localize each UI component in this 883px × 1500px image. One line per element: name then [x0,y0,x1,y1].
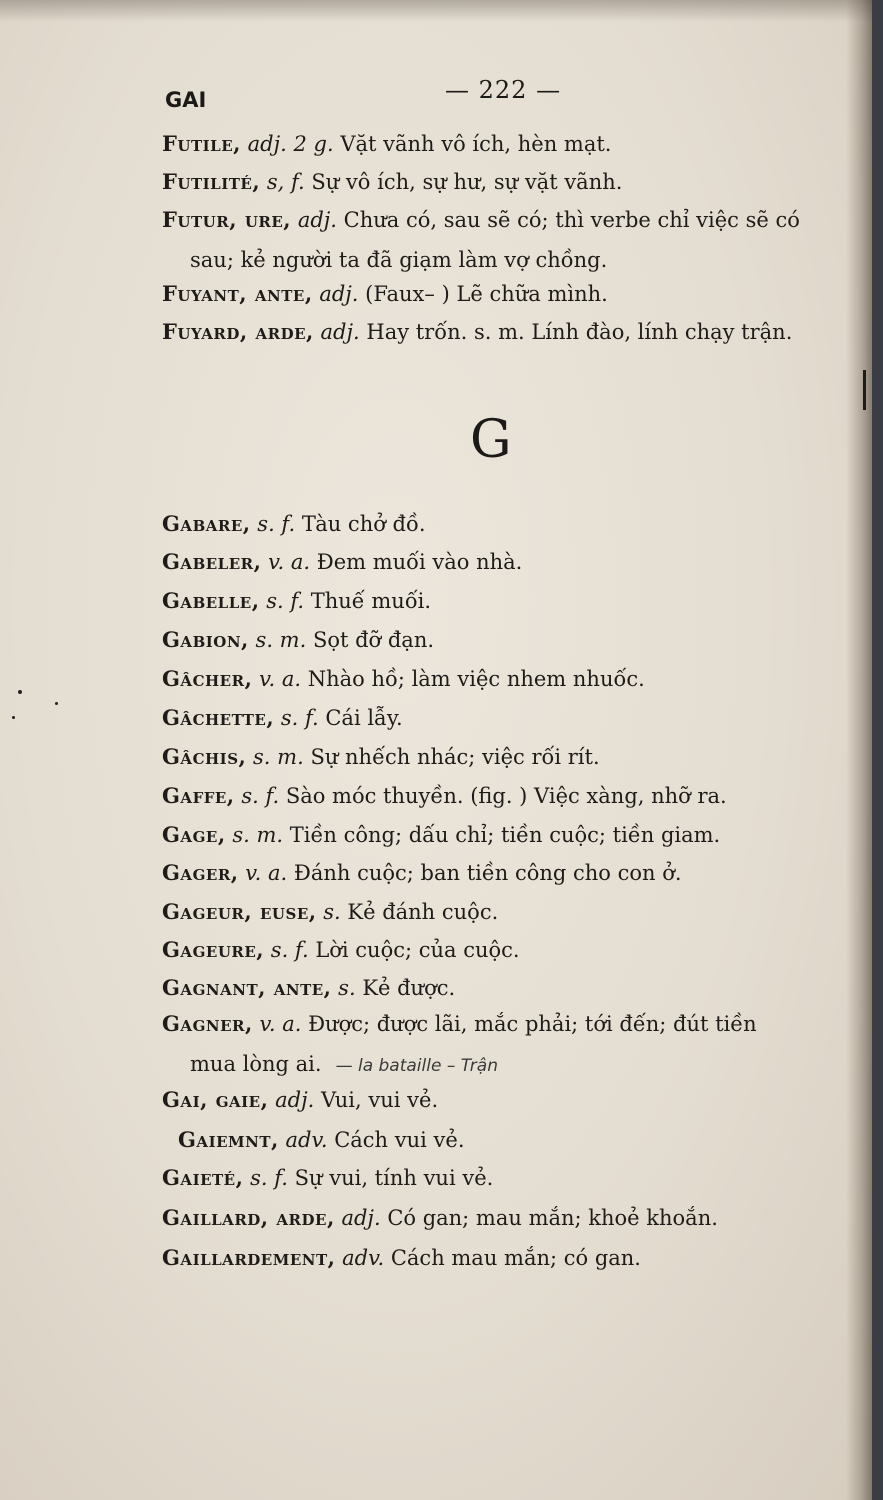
definition: Kẻ đánh cuộc. [347,900,499,924]
headword: Gabelle, [162,588,260,613]
definition: Được; được lãi, mắc phải; tới đến; đút tiền [308,1012,757,1036]
definition: Vui, vui vẻ. [320,1088,439,1112]
definition: Thuế muối. [310,589,432,613]
definition: Cách mau mắn; có gan. [390,1246,641,1270]
definition: Nhào hồ; làm việc nhem nhuốc. [307,667,645,691]
definition: Sự nhếch nhác; việc rối rít. [310,745,600,769]
dictionary-entry [162,274,842,314]
headword: Gageur, euse, [162,899,317,924]
headword: Gaillardement, [162,1245,336,1270]
dictionary-entry [162,737,842,777]
grammar: s. [323,900,341,924]
headword: Gaieté, [162,1165,244,1190]
headword: Gage, [162,822,226,847]
dictionary-entry [162,312,842,352]
headword: Gager, [162,860,239,885]
grammar: adv. [285,1128,328,1152]
ink-speck [18,690,22,694]
definition-continued-text: mua lòng ai. [190,1052,322,1076]
definition: Hay trốn. s. m. Lính đào, lính chạy trận. [366,320,793,344]
headword: Gagnant, ante, [162,975,332,1000]
definition-continued: sau; kẻ người ta đã giạm làm vợ chồng. [190,248,608,272]
page-shadow-top [0,0,872,22]
dictionary-entry [162,581,842,621]
dictionary-entry [162,815,842,855]
definition: Lời cuộc; của cuộc. [315,938,520,962]
headword: Futur, ure, [162,207,292,232]
headword: Gaiemnt, [178,1127,279,1152]
grammar: s. m. [232,823,284,847]
grammar: adv. [342,1246,385,1270]
grammar: adj. [341,1206,381,1230]
grammar: adj. [275,1088,315,1112]
definition: Sự vui, tính vui vẻ. [294,1166,494,1190]
grammar: v. a. [245,861,288,885]
grammar: v. a. [259,667,302,691]
definition: Sự vô ích, sự hư, sự vặt vãnh. [311,170,623,194]
headword: Gagner, [162,1011,253,1036]
dictionary-entry [162,124,842,164]
handwritten-note: — la bataille – Trận [335,1056,498,1076]
definition: Cách vui vẻ. [334,1128,465,1152]
definition: Vặt vãnh vô ích, hèn mạt. [340,132,612,156]
definition: (Faux– ) Lẽ chữa mình. [365,282,608,306]
grammar: adj. [319,282,359,306]
dictionary-entry [162,853,842,893]
headword: Gâchette, [162,705,275,730]
headword: Fuyant, ante, [162,281,313,306]
dictionary-entry [162,1004,842,1086]
dictionary-entry [162,504,842,544]
ink-speck [12,716,15,719]
headword: Fuyard, arde, [162,319,314,344]
dictionary-entry [162,1198,842,1238]
grammar: adj. [297,208,337,232]
grammar: s. f. [241,784,280,808]
headword: Gabion, [162,627,249,652]
grammar: s. [338,976,356,1000]
grammar: adj. [320,320,360,344]
headword: Gâchis, [162,744,247,769]
headword: Futilité, [162,169,261,194]
dictionary-entry [162,930,842,970]
page-number: — 222 — [445,76,562,104]
definition: Sọt đỡ đạn. [312,628,435,652]
dictionary-entry [178,1120,858,1160]
grammar: s. f. [270,938,309,962]
grammar: s. m. [255,628,307,652]
dictionary-entry [162,1080,842,1120]
grammar: s. f. [250,1166,288,1190]
dictionary-entry [162,620,842,660]
headword: Gaillard, arde, [162,1205,335,1230]
page-shadow-right [846,0,872,1500]
grammar: v. a. [268,550,311,574]
headword: Gabare, [162,511,251,536]
grammar: adj. 2 g. [247,132,334,156]
dictionary-entry [162,776,842,816]
headword: Gai, gaie, [162,1087,269,1112]
headword: Gabeler, [162,549,262,574]
dictionary-entry [162,968,842,1008]
dictionary-entry [162,892,842,932]
headword: Gageure, [162,937,265,962]
running-head: GAI [165,88,207,112]
dictionary-entry [162,698,842,738]
grammar: s. f. [280,706,319,730]
definition: Cái lẫy. [325,706,403,730]
headword: Gâcher, [162,666,253,691]
ink-speck [55,702,58,705]
dictionary-entry [162,659,842,699]
dictionary-entry [162,200,842,280]
grammar: s. f. [266,589,305,613]
dictionary-entry [162,542,842,582]
definition: Đánh cuộc; ban tiền công cho con ở. [293,861,682,885]
grammar: v. a. [259,1012,302,1036]
definition: Tàu chở đồ. [301,512,426,536]
grammar: s, f. [266,170,305,194]
definition: Đem muối vào nhà. [316,550,523,574]
headword: Gaffe, [162,783,235,808]
headword: Futile, [162,131,241,156]
dictionary-entry [162,162,842,202]
margin-mark [863,370,866,410]
dictionary-entry [162,1158,842,1198]
section-letter: G [470,410,512,470]
definition: Có gan; mau mắn; khoẻ khoắn. [387,1206,718,1230]
grammar: s. m. [253,745,304,769]
grammar: s. f. [257,512,296,536]
definition: Tiền công; dấu chỉ; tiền cuộc; tiền giam. [289,823,721,847]
definition: Sào móc thuyền. (fig. ) Việc xàng, nhỡ ra. [285,784,727,808]
definition: Kẻ được. [362,976,456,1000]
dictionary-entry [162,1238,842,1278]
definition: Chưa có, sau sẽ có; thì verbe chỉ việc sẽ có [343,208,800,232]
